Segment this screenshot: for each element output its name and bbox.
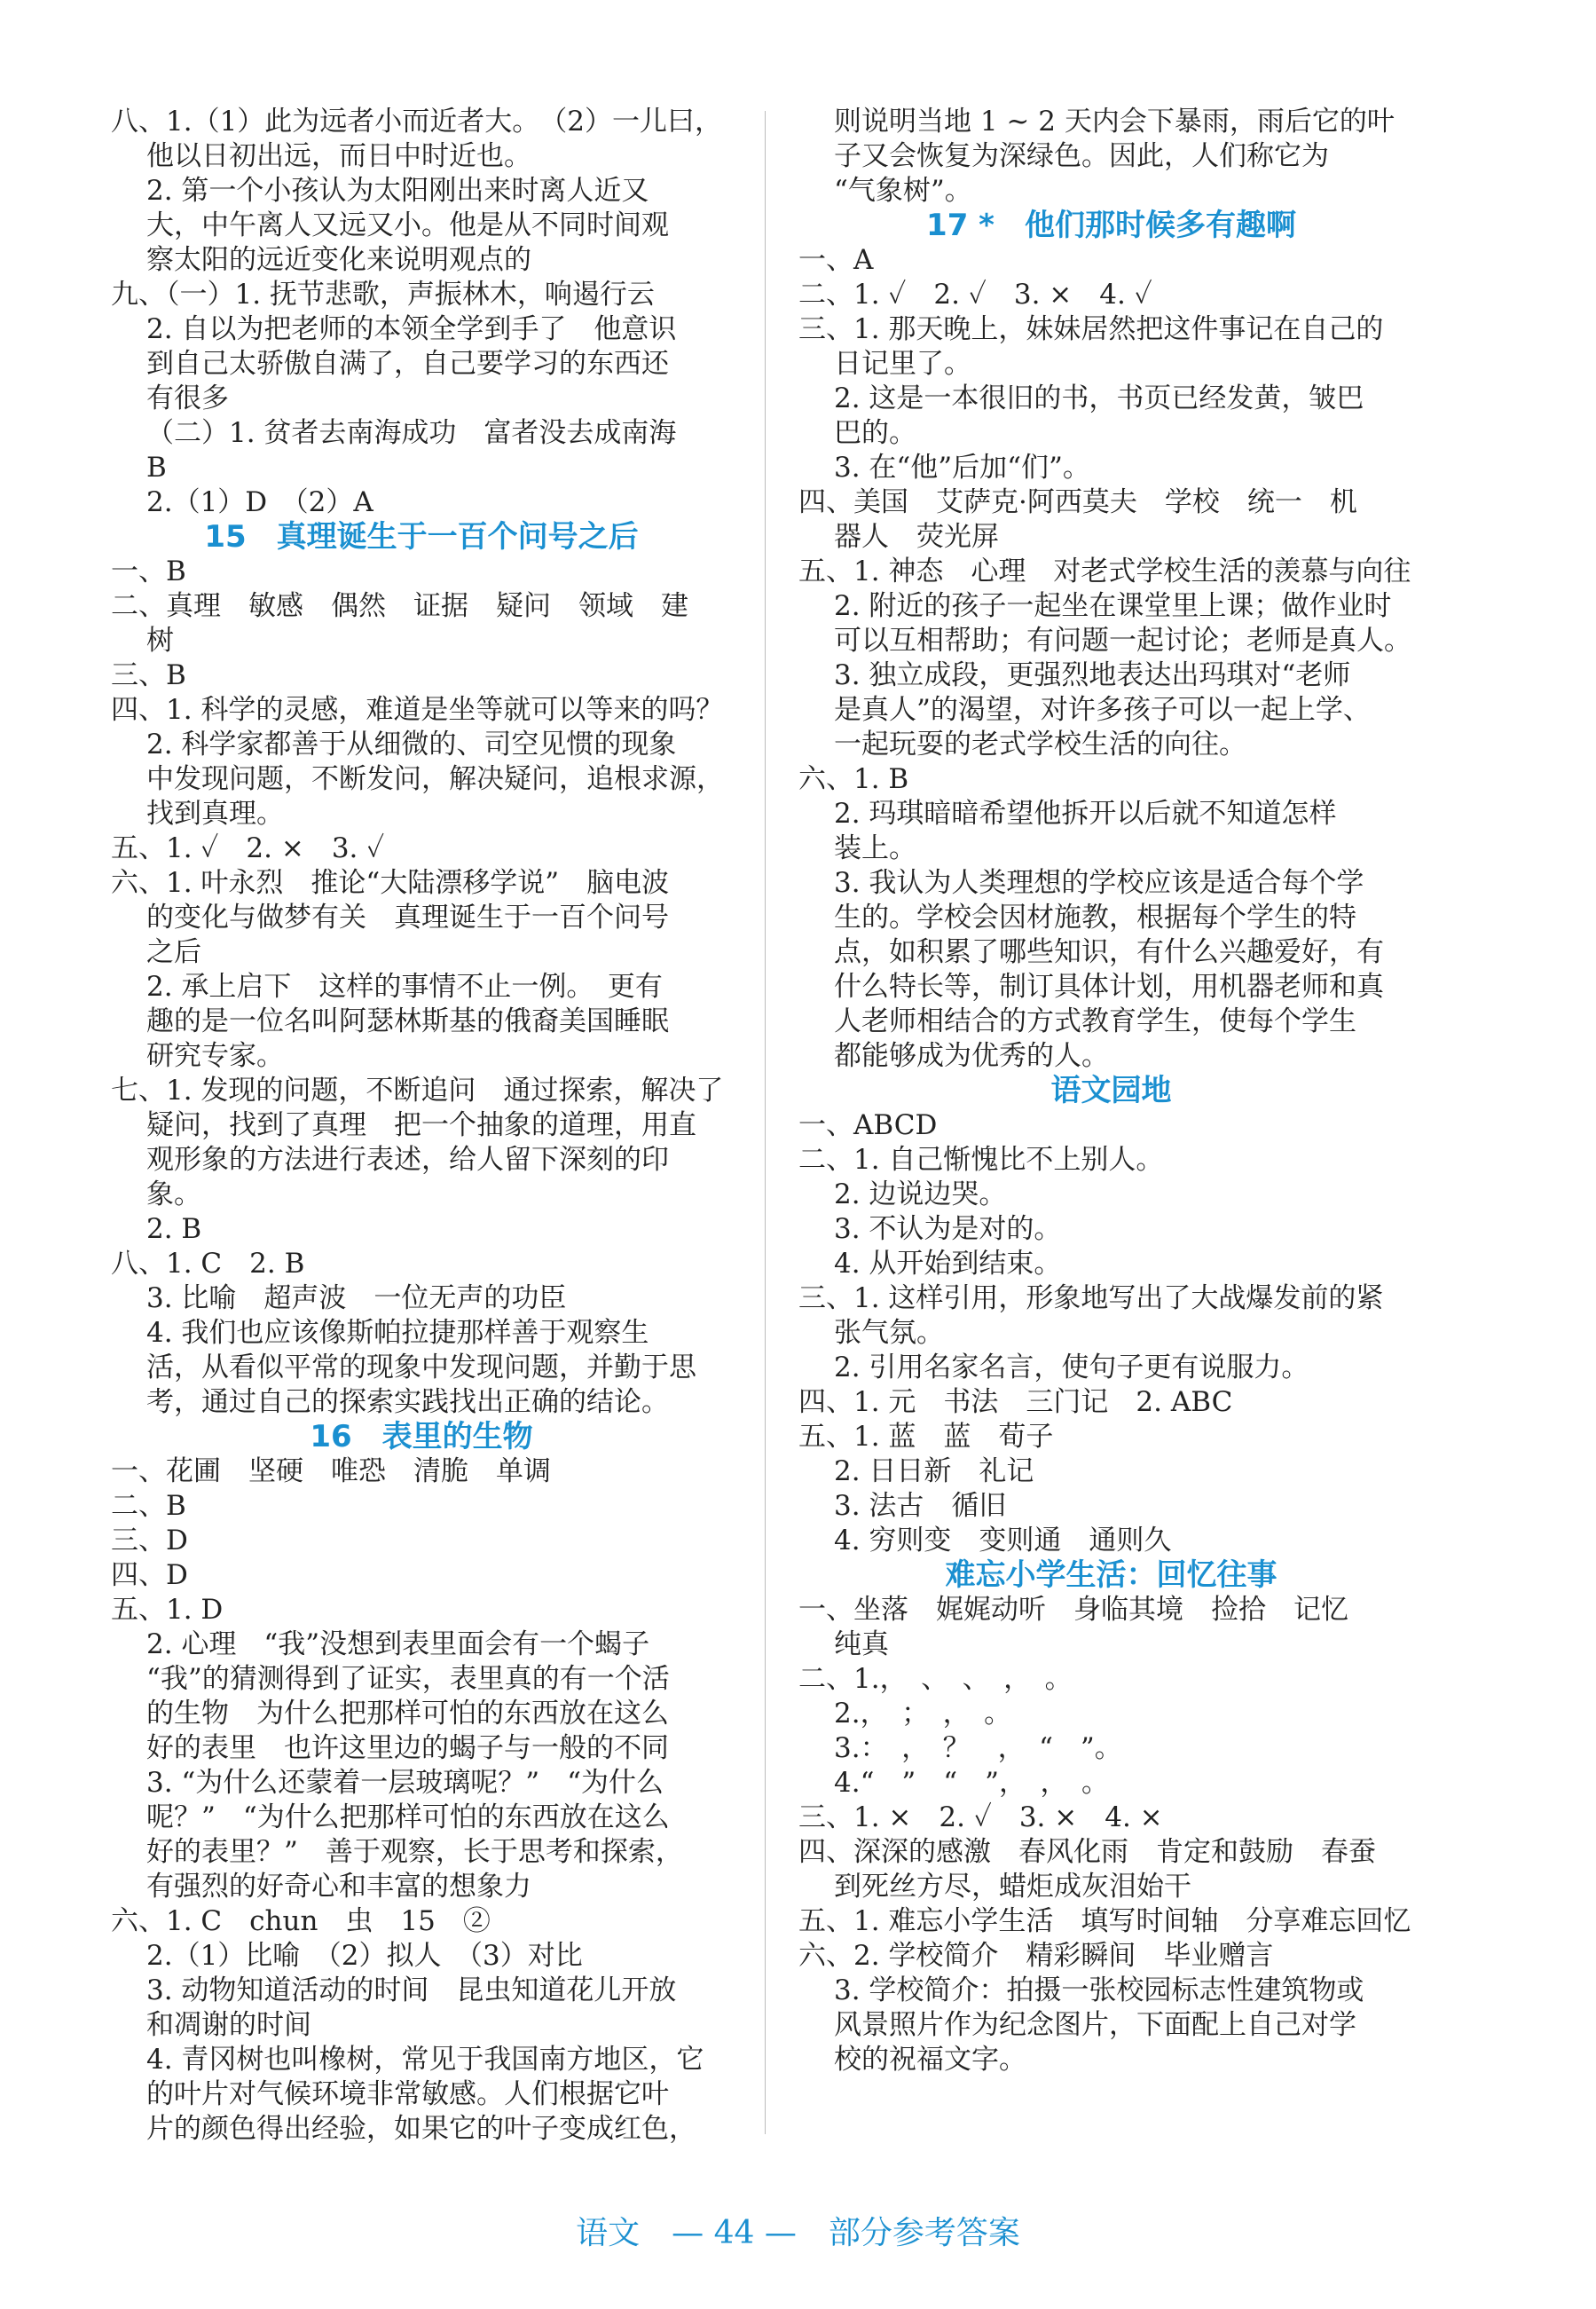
answer-line: 二、1. ✓ 2. ✓ 3. × 4. ✓ xyxy=(798,279,1152,311)
answer-line: 3.： ， ？ ， “ ”。 xyxy=(834,1732,1122,1764)
answer-line: 四、深深的感激 春风化雨 肯定和鼓励 春蚕 xyxy=(798,1836,1376,1868)
answer-line: 3. 比喻 超声波 一位无声的功臣 xyxy=(146,1282,567,1314)
answer-line: 2. 玛琪暗暗希望他拆开以后就不知道怎样 xyxy=(834,798,1337,830)
answer-line: 趣的是一位名叫阿瑟林斯基的俄裔美国睡眠 xyxy=(146,1005,669,1037)
left-column xyxy=(111,105,732,2147)
answer-line: 4. 青冈树也叫橡树，常见于我国南方地区，它 xyxy=(146,2044,704,2076)
answer-line: 生的。学校会因材施教，根据每个学生的特 xyxy=(834,902,1356,934)
answer-line: 则说明当地 1 ~ 2 天内会下暴雨，雨后它的叶 xyxy=(834,106,1395,138)
answer-line: 九、（一）1. 抚节悲歌，声振林木，响遏行云 xyxy=(111,279,655,311)
answer-line: 巴的。 xyxy=(834,417,916,449)
answer-line: 疑问，找到了真理 把一个抽象的道理，用直 xyxy=(146,1109,696,1141)
answer-line: 日记里了。 xyxy=(834,348,971,380)
answer-line: 2. 这是一本很旧的书，书页已经发黄，皱巴 xyxy=(834,382,1364,414)
answer-line: 大，中午离人又远又小。他是从不同时间观 xyxy=(146,209,669,241)
answer-line: 4. 从开始到结束。 xyxy=(834,1248,1062,1280)
answer-line: 三、1. × 2. ✓ 3. × 4. × xyxy=(798,1801,1163,1833)
answer-line: 到自己太骄傲自满了，自己要学习的东西还 xyxy=(146,348,669,380)
section-title: 17 * 他们那时候多有趣啊 xyxy=(926,208,1296,243)
answer-line: 2. 承上启下 这样的事情不止一例。 更有 xyxy=(146,971,663,1003)
answer-line: 二、1. 自己惭愧比不上别人。 xyxy=(798,1144,1164,1176)
answer-line: 有很多 xyxy=(146,382,229,414)
answer-line: 好的表里 也许这里边的蝎子与一般的不同 xyxy=(146,1732,669,1764)
section-title: 语文园地 xyxy=(1050,1073,1172,1108)
answer-line: 点，如积累了哪些知识，有什么兴趣爱好，有 xyxy=(834,936,1384,968)
answer-line: “气象树”。 xyxy=(834,175,972,207)
answer-line: 2. 心理 “我”没想到表里面会有一个蝎子 xyxy=(146,1628,650,1660)
answer-line: B xyxy=(146,452,167,484)
answer-line: 2. 科学家都善于从细微的、司空见惯的现象 xyxy=(146,729,677,760)
answer-line: 子又会恢复为深绿色。因此，人们称它为 xyxy=(834,140,1329,172)
page-footer: 语文 — 44 — 部分参考答案 xyxy=(576,2215,1020,2251)
answer-line: 的变化与做梦有关 真理诞生于一百个问号 xyxy=(146,902,669,934)
answer-line: 六、1. B xyxy=(798,763,909,795)
answer-line: 2. B xyxy=(146,1213,202,1245)
answer-line: 3. 动物知道活动的时间 昆虫知道花儿开放 xyxy=(146,1974,677,2006)
answer-line: 什么特长等，制订具体计划，用机器老师和真 xyxy=(834,971,1384,1003)
section-title: 16 表里的生物 xyxy=(310,1419,533,1454)
section-title: 难忘小学生活：回忆往事 xyxy=(945,1557,1278,1593)
answer-line: 五、1. 难忘小学生活 填写时间轴 分享难忘回忆 xyxy=(798,1905,1411,1937)
answer-line: 器人 荧光屏 xyxy=(834,521,999,553)
answer-line: 象。 xyxy=(146,1178,201,1210)
answer-line: 五、1. D xyxy=(111,1594,224,1626)
answer-line: 2.（1）比喻 （2）拟人 （3）对比 xyxy=(146,1940,583,1972)
answer-line: 4.“ ” “ ”， ， 。 xyxy=(834,1767,1109,1799)
answer-line: 观形象的方法进行表述，给人留下深刻的印 xyxy=(146,1144,669,1176)
answer-line: 2. 附近的孩子一起坐在课堂里上课；做作业时 xyxy=(834,590,1392,622)
answer-line: 三、1. 这样引用，形象地写出了大战爆发前的紧 xyxy=(798,1282,1384,1314)
answer-line: 到死丝方尽，蜡炬成灰泪始干 xyxy=(834,1871,1191,1903)
answer-line: 一、A xyxy=(798,244,874,276)
answer-line: 的叶片对气候环境非常敏感。人们根据它叶 xyxy=(146,2078,669,2110)
answer-line: 找到真理。 xyxy=(146,798,284,830)
answer-line: 2. 引用名家名言，使句子更有说服力。 xyxy=(834,1352,1309,1383)
answer-line: 活，从看似平常的现象中发现问题，并勤于思 xyxy=(146,1352,696,1383)
answer-line: 好的表里？” 善于观察，长于思考和探索， xyxy=(146,1836,683,1868)
column-divider xyxy=(765,111,766,2134)
answer-line: 研究专家。 xyxy=(146,1040,284,1072)
answer-line: 3. 独立成段，更强烈地表达出玛琪对“老师 xyxy=(834,659,1351,691)
answer-line: 3. 法古 循旧 xyxy=(834,1490,1007,1522)
answer-line: 2. 日日新 礼记 xyxy=(834,1455,1034,1487)
answer-line: 3. 在“他”后加“们”。 xyxy=(834,452,1090,484)
answer-line: 2. 自以为把老师的本领全学到手了 他意识 xyxy=(146,313,677,345)
answer-line: 2.（1）D （2）A xyxy=(146,486,373,518)
answer-line: 二、1.， 、 、 ， 。 xyxy=(798,1663,1073,1695)
answer-line: 是真人”的渴望，对许多孩子可以一起上学、 xyxy=(834,694,1371,726)
answer-line: 中发现问题，不断发问，解决疑问，追根求源， xyxy=(146,763,724,795)
answer-line: 六、2. 学校简介 精彩瞬间 毕业赠言 xyxy=(798,1940,1274,1972)
answer-line: 之后 xyxy=(146,936,201,968)
answer-line: 八、1.（1）此为远者小而近者大。 （2）一儿曰， xyxy=(111,106,723,138)
answer-line: “我”的猜测得到了证实，表里真的有一个活 xyxy=(146,1663,670,1695)
answer-line: 片的颜色得出经验，如果它的叶子变成红色， xyxy=(146,2113,696,2145)
answer-line: 三、D xyxy=(111,1525,188,1556)
answer-line: 校的祝福文字。 xyxy=(834,2044,1026,2076)
answer-line: 3. “为什么还蒙着一层玻璃呢？” “为什么 xyxy=(146,1767,664,1799)
right-column xyxy=(798,105,1424,2077)
answer-line: 3. 不认为是对的。 xyxy=(834,1213,1062,1245)
answer-line: 二、真理 敏感 偶然 证据 疑问 领域 建 xyxy=(111,590,688,622)
answer-line: 察太阳的远近变化来说明观点的 xyxy=(146,244,531,276)
answer-line: 六、1. C chun 虫 15 ② xyxy=(111,1905,491,1937)
answer-line: 4. 我们也应该像斯帕拉捷那样善于观察生 xyxy=(146,1317,649,1349)
answer-line: 2.， ； ， 。 xyxy=(834,1698,1012,1730)
answer-line: 纯真 xyxy=(834,1628,889,1660)
answer-line: 三、1. 那天晚上，妹妹居然把这件事记在自己的 xyxy=(798,313,1384,345)
answer-line: 风景照片作为纪念图片，下面配上自己对学 xyxy=(834,2009,1356,2041)
answer-line: 3. 学校简介：拍摄一张校园标志性建筑物或 xyxy=(834,1974,1364,2006)
answer-line: 张气氛。 xyxy=(834,1317,944,1349)
answer-line: 2. 边说边哭。 xyxy=(834,1178,1007,1210)
answer-line: 五、1. ✓ 2. × 3. ✓ xyxy=(111,832,385,864)
answer-line: 四、D xyxy=(111,1559,188,1591)
answer-line: 一、B xyxy=(111,556,186,587)
answer-line: 可以互相帮助；有问题一起讨论；老师是真人。 xyxy=(834,625,1411,657)
answer-line: 2. 第一个小孩认为太阳刚出来时离人近又 xyxy=(146,175,649,207)
answer-line: 一、ABCD xyxy=(798,1109,938,1141)
answer-line: 五、1. 蓝 蓝 荀子 xyxy=(798,1421,1054,1453)
answer-line: 考，通过自己的探索实践找出正确的结论。 xyxy=(146,1386,669,1418)
answer-line: 和凋谢的时间 xyxy=(146,2009,311,2041)
answer-line: 一、花圃 坚硬 唯恐 清脆 单调 xyxy=(111,1455,551,1487)
answer-line: 三、B xyxy=(111,659,186,691)
answer-line: 树 xyxy=(146,625,174,657)
answer-line: 五、1. 神态 心理 对老式学校生活的羡慕与向往 xyxy=(798,556,1411,587)
answer-line: 有强烈的好奇心和丰富的想象力 xyxy=(146,1871,531,1903)
answer-line: 四、美国 艾萨克·阿西莫夫 学校 统一 机 xyxy=(798,486,1357,518)
answer-line: 七、1. 发现的问题，不断追问 通过探索，解决了 xyxy=(111,1075,724,1107)
answer-line: 3. 我认为人类理想的学校应该是适合每个学 xyxy=(834,867,1364,899)
answer-line: 人老师相结合的方式教育学生，使每个学生 xyxy=(834,1005,1356,1037)
answer-line: 呢？” “为什么把那样可怕的东西放在这么 xyxy=(146,1801,670,1833)
answer-line: 的生物 为什么把那样可怕的东西放在这么 xyxy=(146,1698,669,1730)
answer-line: 一、坐落 娓娓动听 身临其境 捡拾 记忆 xyxy=(798,1594,1348,1626)
answer-line: 都能够成为优秀的人。 xyxy=(834,1040,1109,1072)
section-title: 15 真理诞生于一百个问号之后 xyxy=(204,519,639,555)
answer-line: 他以日初出远，而日中时近也。 xyxy=(146,140,531,172)
answer-line: 四、1. 元 书法 三门记 2. ABC xyxy=(798,1386,1233,1418)
answer-line: 六、1. 叶永烈 推论“大陆漂移学说” 脑电波 xyxy=(111,867,670,899)
answer-line: 装上。 xyxy=(834,832,916,864)
answer-line: 二、B xyxy=(111,1490,186,1522)
answer-line: 八、1. C 2. B xyxy=(111,1248,305,1280)
answer-line: 4. 穷则变 变则通 通则久 xyxy=(834,1525,1172,1556)
answer-line: 一起玩耍的老式学校生活的向往。 xyxy=(834,729,1246,760)
answer-line: 四、1. 科学的灵感，难道是坐等就可以等来的吗？ xyxy=(111,694,724,726)
answer-line: （二）1. 贫者去南海成功 富者没去成南海 xyxy=(146,417,677,449)
